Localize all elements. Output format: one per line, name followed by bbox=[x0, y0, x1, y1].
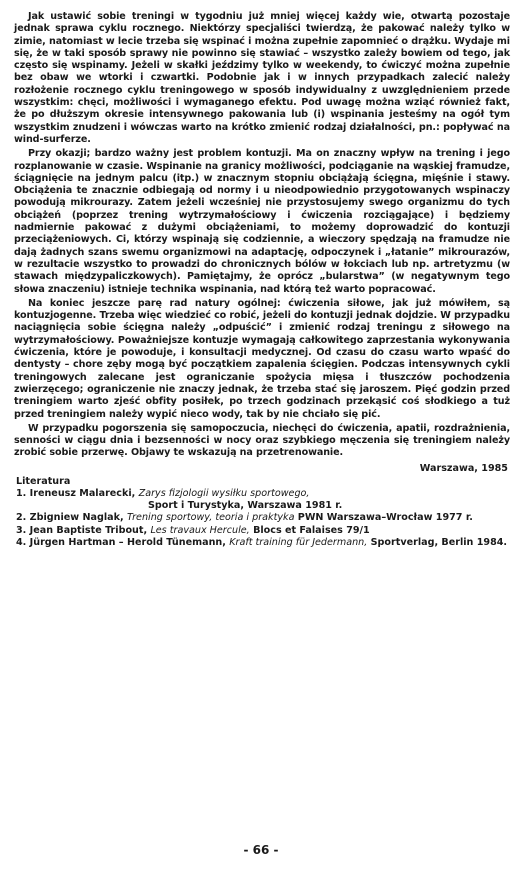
reference-list bbox=[14, 488, 510, 549]
reference-title: Trening sportowy, teoria i praktyka bbox=[126, 512, 295, 524]
reference-title: Les travaux Hercule, bbox=[150, 524, 250, 536]
reference-publisher: PWN Warszawa–Wrocław 1977 r. bbox=[297, 512, 473, 524]
reference-publisher: Sportverlag, Berlin 1984. bbox=[370, 536, 508, 548]
paragraph-general-advice: Na koniec jeszcze parę rad natury ogólnej: ćwiczenia siłowe, jak już mówiłem, są kontuzjogenne. Trzeba więc wiedzieć co robić, jeżeli do kontuzji jednak dojdzie. W przypadku naciągnięcia sobie ścięgna należy „odpuścić” i zmienić rodzaj treningu z siłowego na wytrzymałościowy. Poważniejsze kontuzje wymagają całkowitego zaprzestania wykonywania ćwiczenia, które je powoduje, i konsultacji medycznej. Od czasu do czasu warto wpaść do dentysty – chore zęby mogą być początkiem zapalenia ścięgien. Podczas intensywnych cykli treningowych zalecane jest ograniczanie spożycia mięsa i tłuszczów pochodzenia zwierzęcego; ograniczenie nie znaczy jednak, że trzeba stać się jaroszem. Pięć godzin przed treningiem warto zjeść obfity posiłek, po trzech godzinach przekąsić coś słodkiego a tuż przed treningiem należy wypić nieco wody, tak by nie chciało się pić. bbox=[14, 297, 510, 420]
reference-title: Kraft training für Jedermann, bbox=[229, 536, 368, 548]
reference-item bbox=[14, 488, 510, 513]
page-number: - 66 - bbox=[243, 843, 279, 857]
reference-number: 2. bbox=[16, 512, 27, 524]
paragraph-overtraining: W przypadku pogorszenia się samopoczucia, niechęci do ćwiczenia, apatii, rozdrażnienia, senności w ciągu dnia i bezsenności w nocy oraz szybkiego męczenia się treningiem należy zrobić sobie przerwę. Objawy te wskazują na przetrenowanie. bbox=[14, 422, 510, 459]
place-date-signoff: Warszawa, 1985 bbox=[419, 462, 508, 474]
paragraph-training-cycle: Jak ustawić sobie treningi w tygodniu już mniej więcej każdy wie, otwartą pozostaje jednak sprawa cyklu rocznego. Niektórzy specjaliści twierdzą, że pakować należy tylko w zimie, natomiast w lecie trzeba się wspinać i można zupełnie zapomnieć o drążku. Wydaje mi się, że w taki sposób sprawy nie powinno się stawiać – wszystko zależy bowiem od tego, jak często się wspinamy. Jeżeli w skałki jeździmy tylko w weekendy, to ćwiczyć można zupełnie bez obaw we wtorki i czwartki. Podobnie jak i w innych przypadkach zalecić należy rozłożenie rocznego cyklu treningowego w sposób indywidualny z uwzględnieniem przede wszystkim: chęci, możliwości i wymaganego efektu. Pod uwagę można wziąć również fakt, że po dłuższym okresie intensywnego pakowania lub (i) wspinania jesteśmy na ogół tym wszystkim znudzeni i wówczas warto na krótko zmienić rodzaj działalności, pn.: popływać na wind-surferze. bbox=[14, 11, 510, 145]
article-page bbox=[14, 11, 510, 549]
reference-number: 4. bbox=[16, 536, 27, 548]
reference-author: Jean Baptiste Tribout, bbox=[29, 524, 148, 536]
reference-number: 3. bbox=[16, 524, 27, 536]
paragraph-injuries: Przy okazji; bardzo ważny jest problem kontuzji. Ma on znaczny wpływ na trening i jego rozplanowanie w czasie. Wspinanie na granicy możliwości, podciąganie na wąskiej framudze, ściągnięcie na jednym palcu (itp.) w znacznym stopniu obciążają ścięgna, mięśnie i stawy. Obciążenia te znacznie odbiegają od normy i u nieodpowiednio przygotowanych wspinaczy powodują mikrourazy. Zatem jeżeli wcześniej nie przystosujemy swego organizmu do tych obciążeń (poprzez trening wytrzymałościowy i ćwiczenia rozciągające) i będziemy nadmiernie pakować z dużymi obciążeniami, to możemy doprowadzić do kontuzji przeciążeniowych. Ci, którzy wspinają się codziennie, a wieczory spędzają na framudze nie dają żadnych szans swemu organizmowi na adaptację, odpoczynek i „łatanie” mikrourazów, w rezultacie wszystko to prowadzi do chronicznych bólów w łokciach lub np. artretyzmu (w stawach międzypaliczkowych). Pamiętajmy, że oprócz „bularstwa” (w negatywnym tego słowa znaczeniu) istnieje technika wspinania, nad którą też warto popracować. bbox=[14, 148, 510, 295]
reference-author: Ireneusz Malarecki, bbox=[29, 487, 136, 499]
reference-title: Zarys fizjologii wysiłku sportowego, bbox=[138, 487, 310, 499]
literature-heading: Literatura bbox=[16, 475, 71, 487]
reference-publisher: Blocs et Falaises 79/1 bbox=[253, 524, 370, 536]
reference-item bbox=[14, 537, 510, 549]
reference-item bbox=[14, 512, 510, 524]
reference-author: Jürgen Hartman – Herold Tünemann, bbox=[29, 536, 226, 548]
reference-author: Zbigniew Naglak, bbox=[29, 512, 124, 524]
reference-publisher: Sport i Turystyka, Warszawa 1981 r. bbox=[148, 499, 343, 511]
reference-number: 1. bbox=[16, 487, 27, 499]
reference-item bbox=[14, 525, 510, 537]
